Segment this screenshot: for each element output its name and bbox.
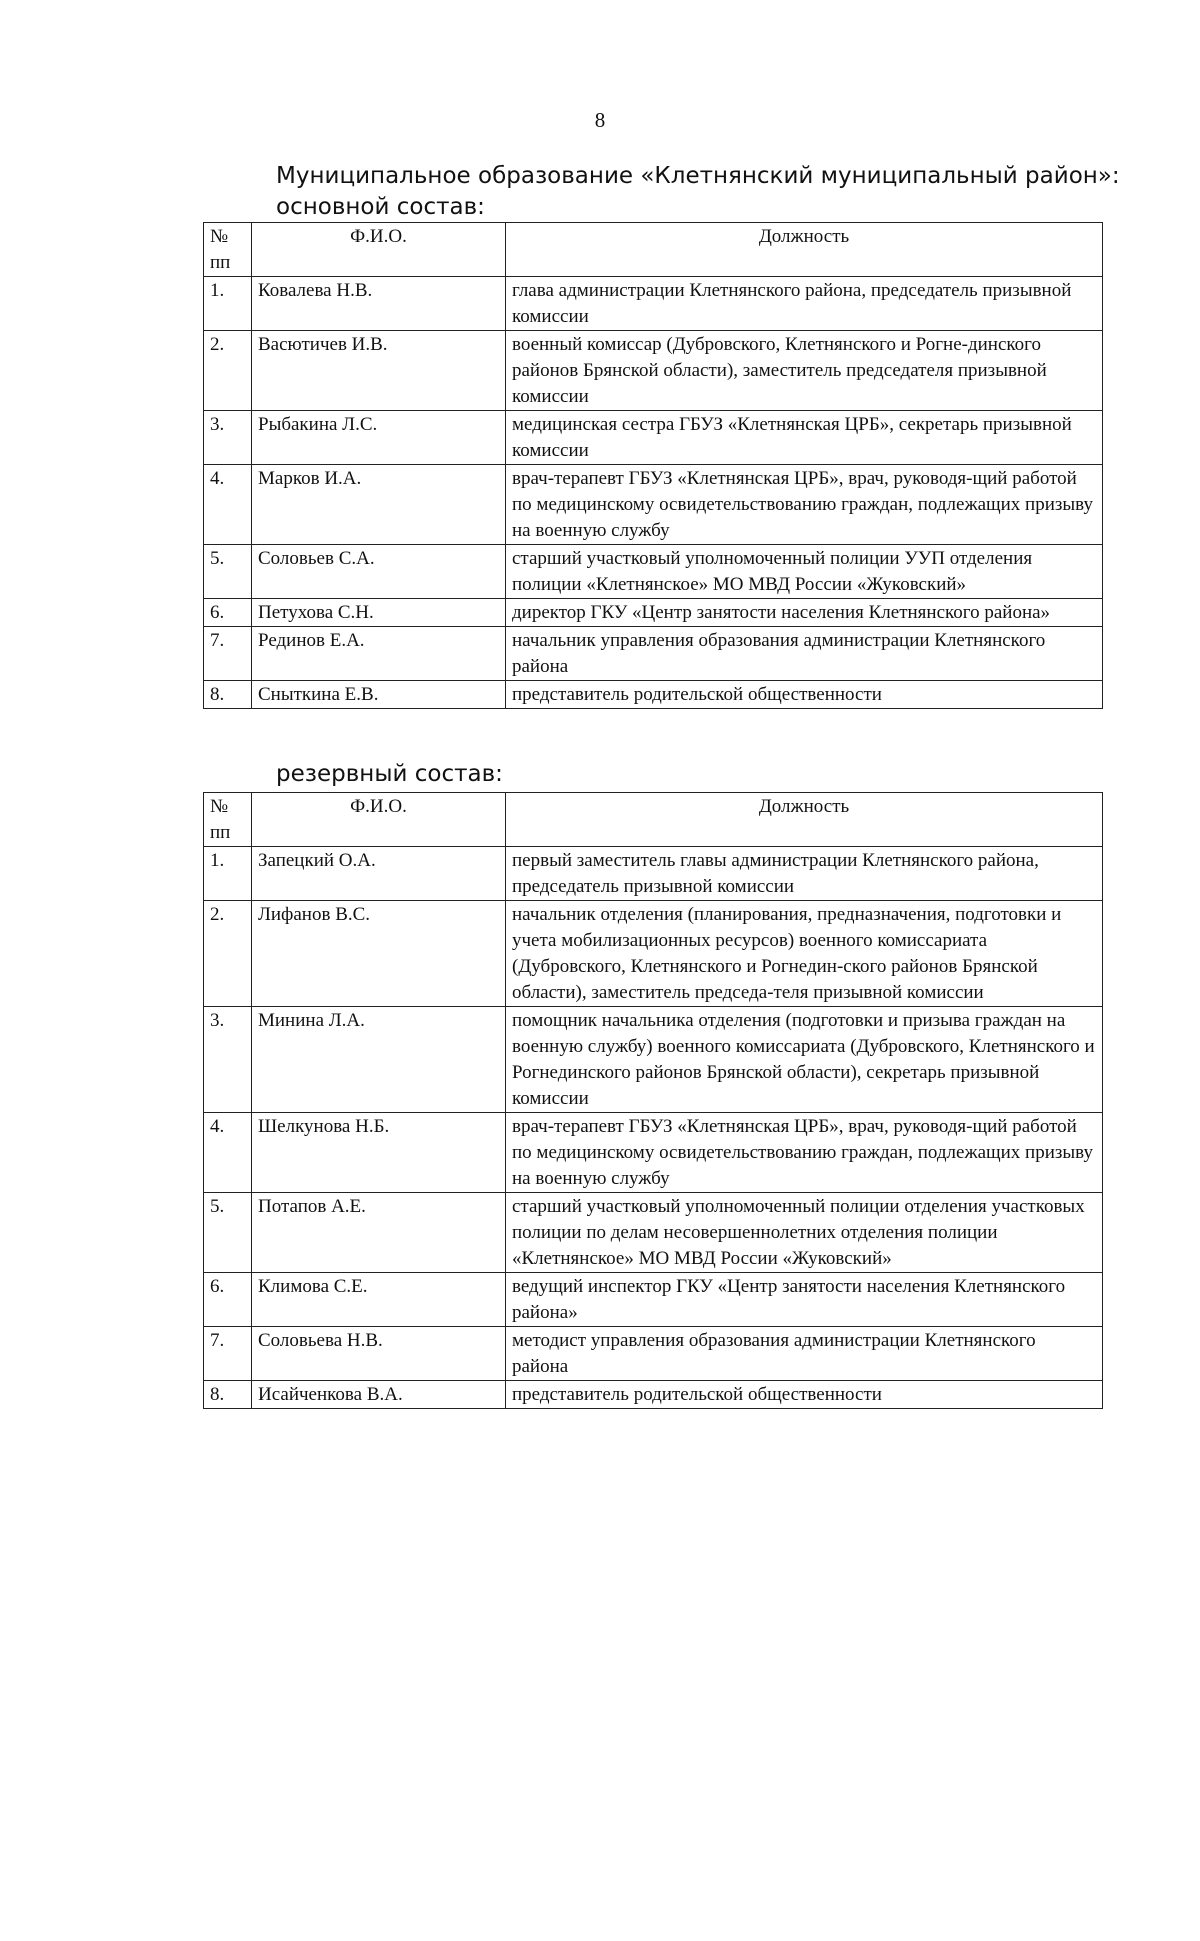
main-composition-table — [203, 222, 1103, 709]
member-position: старший участковый уполномоченный полиции УУП отделения полиции «Клетнянское» МО МВД России «Жуковский» — [506, 545, 1103, 599]
table-row — [204, 1193, 1103, 1273]
table-row — [204, 1327, 1103, 1381]
table-row — [204, 1273, 1103, 1327]
row-number: 3. — [204, 411, 252, 465]
header-num: № пп — [204, 223, 252, 277]
member-position: помощник начальника отделения (подготовки и призыва граждан на военную службу) военного комиссариата (Дубровского, Клетнянского и Рогнединского районов Брянской области), секретарь призывной комиссии — [506, 1007, 1103, 1113]
row-number: 1. — [204, 847, 252, 901]
member-name: Шелкунова Н.Б. — [252, 1113, 506, 1193]
member-position: глава администрации Клетнянского района, председатель призывной комиссии — [506, 277, 1103, 331]
member-name: Потапов А.Е. — [252, 1193, 506, 1273]
member-name: Ковалева Н.В. — [252, 277, 506, 331]
member-name: Сныткина Е.В. — [252, 681, 506, 709]
member-position: военный комиссар (Дубровского, Клетнянского и Рогне-динского районов Брянской области), заместитель председателя призывной комиссии — [506, 331, 1103, 411]
member-name: Соловьева Н.В. — [252, 1327, 506, 1381]
member-position: методист управления образования администрации Клетнянского района — [506, 1327, 1103, 1381]
member-name: Исайченкова В.А. — [252, 1381, 506, 1409]
member-name: Петухова С.Н. — [252, 599, 506, 627]
member-position: врач-терапевт ГБУЗ «Клетнянская ЦРБ», врач, руководя-щий работой по медицинскому освидетельствованию граждан, подлежащих призыву на военную службу — [506, 465, 1103, 545]
header-position: Должность — [506, 223, 1103, 277]
row-number: 2. — [204, 331, 252, 411]
member-name: Лифанов В.С. — [252, 901, 506, 1007]
reserve-table-body — [204, 847, 1103, 1409]
table-row — [204, 1381, 1103, 1409]
header-name: Ф.И.О. — [252, 793, 506, 847]
member-position: представитель родительской общественности — [506, 681, 1103, 709]
member-name: Марков И.А. — [252, 465, 506, 545]
reserve-composition-table — [203, 792, 1103, 1409]
main-composition-label: основной состав: — [276, 194, 485, 220]
member-name: Рыбакина Л.С. — [252, 411, 506, 465]
member-position: ведущий инспектор ГКУ «Центр занятости населения Клетнянского района» — [506, 1273, 1103, 1327]
header-num: № пп — [204, 793, 252, 847]
member-name: Запецкий О.А. — [252, 847, 506, 901]
table-row — [204, 847, 1103, 901]
row-number: 5. — [204, 545, 252, 599]
row-number: 7. — [204, 1327, 252, 1381]
row-number: 3. — [204, 1007, 252, 1113]
member-name: Соловьев С.А. — [252, 545, 506, 599]
member-position: начальник управления образования администрации Клетнянского района — [506, 627, 1103, 681]
member-position: первый заместитель главы администрации Клетнянского района, председатель призывной комиссии — [506, 847, 1103, 901]
table-row — [204, 681, 1103, 709]
row-number: 6. — [204, 1273, 252, 1327]
row-number: 6. — [204, 599, 252, 627]
table-row — [204, 1007, 1103, 1113]
table-row — [204, 1113, 1103, 1193]
member-name: Минина Л.А. — [252, 1007, 506, 1113]
table-row — [204, 465, 1103, 545]
member-position: начальник отделения (планирования, предназначения, подготовки и учета мобилизационных ресурсов) военного комиссариата (Дубровского, Клетнянского и Рогнедин-ского районов Брянской области), заместитель председа-теля призывной комиссии — [506, 901, 1103, 1007]
member-name: Васютичев И.В. — [252, 331, 506, 411]
main-table-body — [204, 277, 1103, 709]
row-number: 1. — [204, 277, 252, 331]
table-row — [204, 277, 1103, 331]
reserve-composition-label: резервный состав: — [276, 761, 503, 787]
table-row — [204, 545, 1103, 599]
row-number: 7. — [204, 627, 252, 681]
row-number: 5. — [204, 1193, 252, 1273]
member-position: старший участковый уполномоченный полиции отделения участковых полиции по делам несовершеннолетних отделения полиции «Клетнянское» МО МВД России «Жуковский» — [506, 1193, 1103, 1273]
header-name: Ф.И.О. — [252, 223, 506, 277]
member-position: врач-терапевт ГБУЗ «Клетнянская ЦРБ», врач, руководя-щий работой по медицинскому освидетельствованию граждан, подлежащих призыву на военную службу — [506, 1113, 1103, 1193]
table-header-row — [204, 223, 1103, 277]
row-number: 4. — [204, 1113, 252, 1193]
member-name: Климова С.Е. — [252, 1273, 506, 1327]
table-row — [204, 331, 1103, 411]
row-number: 2. — [204, 901, 252, 1007]
header-position: Должность — [506, 793, 1103, 847]
table-row — [204, 411, 1103, 465]
row-number: 4. — [204, 465, 252, 545]
row-number: 8. — [204, 681, 252, 709]
member-position: представитель родительской общественности — [506, 1381, 1103, 1409]
table-header-row — [204, 793, 1103, 847]
member-position: директор ГКУ «Центр занятости населения Клетнянского района» — [506, 599, 1103, 627]
table-row — [204, 627, 1103, 681]
table-row — [204, 901, 1103, 1007]
page-heading: Муниципальное образование «Клетнянский муниципальный район»: — [276, 163, 1120, 189]
member-name: Рединов Е.А. — [252, 627, 506, 681]
page-number: 8 — [594, 108, 606, 132]
table-row — [204, 599, 1103, 627]
member-position: медицинская сестра ГБУЗ «Клетнянская ЦРБ», секретарь призывной комиссии — [506, 411, 1103, 465]
row-number: 8. — [204, 1381, 252, 1409]
